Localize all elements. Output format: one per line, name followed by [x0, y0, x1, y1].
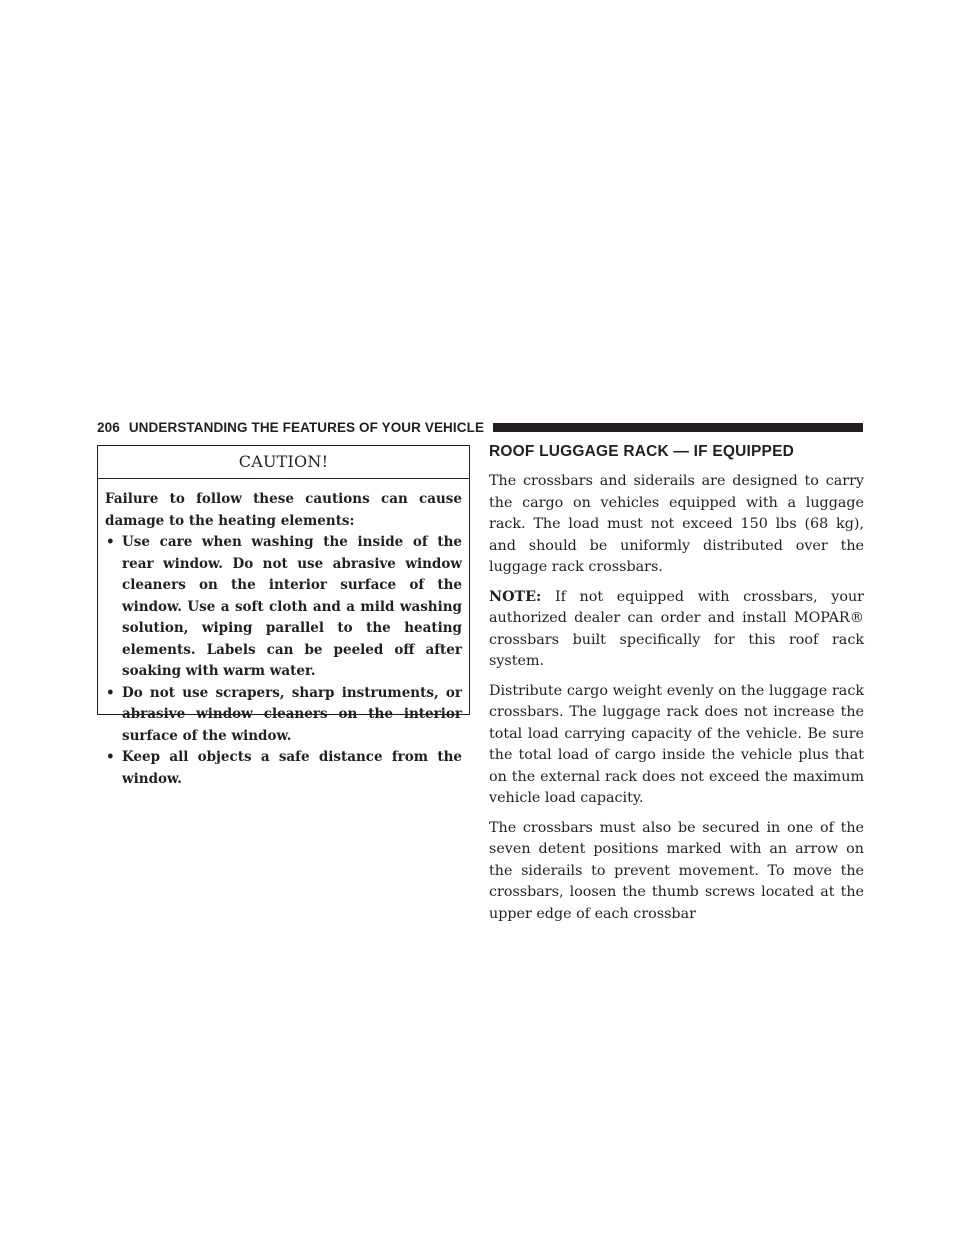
bullet-icon: • — [106, 684, 115, 701]
note-paragraph — [489, 587, 864, 673]
note-label: NOTE: — [489, 588, 542, 605]
note-text: If not equipped with crossbars, your authorized dealer can order and install MOPAR® crossbars built specifically for this roof rack system. — [489, 588, 864, 669]
caution-item — [105, 747, 462, 790]
caution-item-text: Use care when washing the inside of the rear window. Do not use abrasive window cleaners on the interior surface of the window. Use a soft cloth and a mild washing solution, wiping parallel to the heating elements. Labels can be peeled off after soaking with warm water. — [122, 534, 462, 679]
caution-item — [105, 683, 462, 748]
bullet-icon: • — [106, 749, 115, 765]
caution-intro: Failure to follow these cautions can cause damage to the heating elements: — [105, 491, 462, 529]
chapter-title: UNDERSTANDING THE FEATURES OF YOUR VEHICLE — [128, 419, 485, 435]
paragraph-2: Distribute cargo weight evenly on the luggage rack crossbars. The luggage rack does not increase the total load carrying capacity of the vehicle. Be sure the total load of cargo inside the vehicle plus that on the external rack does not exceed the maximum vehicle load capacity. — [489, 682, 864, 806]
roof-rack-section — [489, 442, 864, 925]
caution-title: CAUTION! — [98, 446, 469, 479]
caution-item-text: Keep all objects a safe distance from the window. — [122, 749, 462, 787]
caution-item-text: Do not use scrapers, sharp instruments, or abrasive window cleaners on the interior surface of the window. — [122, 684, 462, 744]
page-header — [97, 418, 863, 436]
caution-list — [105, 532, 462, 790]
caution-box — [97, 445, 470, 787]
page-number: 206 — [97, 419, 120, 435]
header-rule — [493, 423, 863, 432]
bullet-icon: • — [106, 534, 115, 550]
section-heading: ROOF LUGGAGE RACK — IF EQUIPPED — [489, 443, 795, 460]
paragraph-3: The crossbars must also be secured in one of the seven detent positions marked with an arrow on the siderails to prevent movement. To move the crossbars, loosen the thumb screws located at the upper edge of each crossbar — [489, 819, 864, 922]
caution-item — [105, 532, 462, 683]
paragraph-1: The crossbars and siderails are designed to carry the cargo on vehicles equipped with a luggage rack. The load must not exceed 150 lbs (68 kg), and should be uniformly distributed over the luggage rack crossbars. — [489, 473, 864, 575]
caution-body — [98, 479, 469, 790]
